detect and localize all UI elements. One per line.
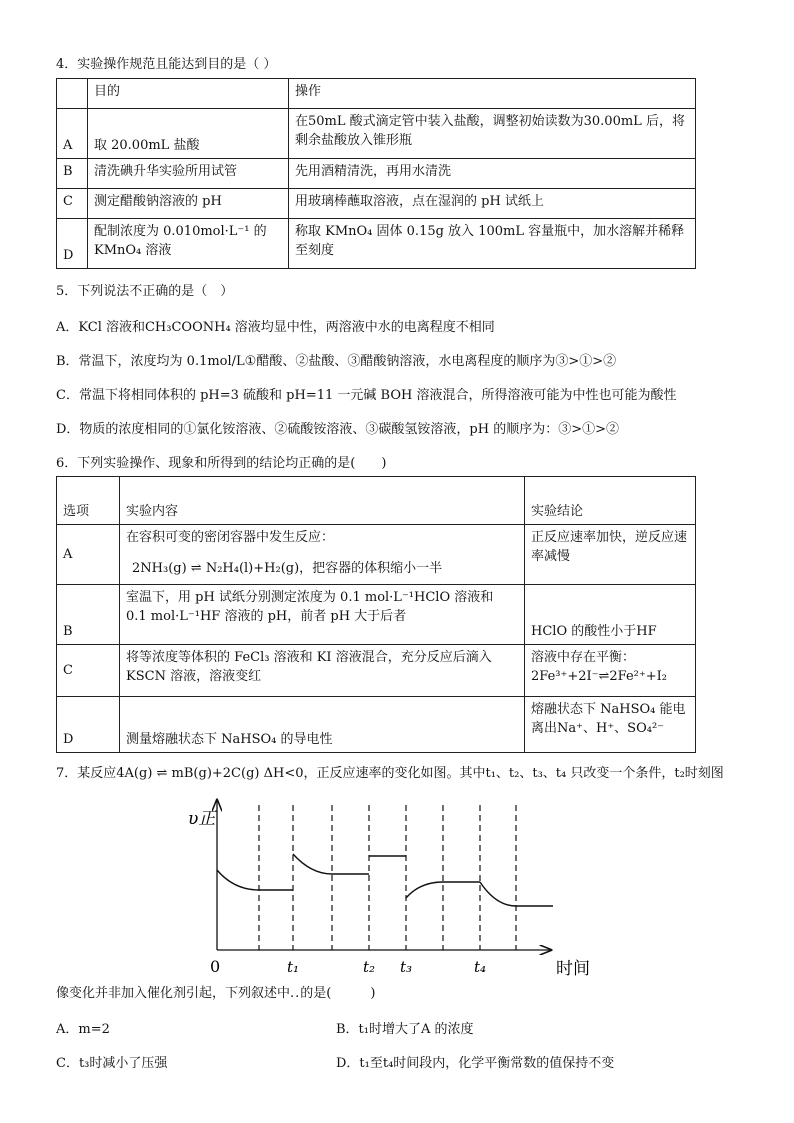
q7-stem-continued: 像变化并非加入催化剂引起，下列叙述中..的是( ) (56, 986, 376, 1001)
q7-option-b: B．t₁时增大了A 的浓度 (336, 1022, 474, 1037)
q4-header-op: 操作 (289, 79, 696, 109)
tick-t3: t₃ (400, 958, 413, 976)
q7-option-d: D．t₁至t₄时间段内，化学平衡常数的值保持不变 (336, 1056, 615, 1071)
tick-t2: t₂ (363, 958, 376, 976)
x-axis-label: 时间 (556, 959, 590, 979)
q4-table (56, 78, 696, 269)
emphasis-dots: .. (290, 986, 301, 1001)
q6-row-d: D 测量熔融状态下 NaHSO₄ 的导电性 熔融状态下 NaHSO₄ 能电离出Na⁺、H⁺、SO₄²⁻ (57, 697, 696, 753)
q4-row-a: A 取 20.00mL 盐酸 在50mL 酸式滴定管中装入盐酸，调整初始读数为30.00mL 后，将剩余盐酸放入锥形瓶 (57, 109, 696, 159)
origin-label: 0 (210, 957, 221, 976)
q6-row-c: C 将等浓度等体积的 FeCl₃ 溶液和 KI 溶液混合，充分反应后滴入 KSCN 溶液，溶液变红 溶液中存在平衡：2Fe³⁺+2I⁻⇌2Fe²⁺+I₂ (57, 645, 696, 697)
q6-row-b: B 室温下，用 pH 试纸分别测定浓度为 0.1 mol·L⁻¹HClO 溶液和 0.1 mol·L⁻¹HF 溶液的 pH，前者 pH 大于后者 HClO 的酸性小于HF (57, 585, 696, 645)
q4-row-b: B 清洗碘升华实验所用试管 先用酒精清洗，再用水清洗 (57, 159, 696, 189)
curve-seg-2 (293, 854, 369, 874)
q6-header-key: 选项 (57, 477, 120, 525)
q5-option-c: C．常温下将相同体积的 pH=3 硫酸和 pH=11 一元碱 BOH 溶液混合，所得溶液可能为中性也可能为酸性 (56, 388, 677, 403)
q6-header-content: 实验内容 (120, 477, 525, 525)
q6-header-conclusion: 实验结论 (525, 477, 696, 525)
q4-stem: 4．实验操作规范且能达到目的是（ ） (56, 57, 277, 72)
q6-table (56, 476, 696, 753)
q7-stem: 7．某反应4A(g) ⇌ mB(g)+2C(g) ΔH<0，正反应速率的变化如图。其中t₁、t₂、t₃、t₄ 只改变一个条件，t₂时刻图 (56, 766, 724, 781)
q4-row-c: C 测定醋酸钠溶液的 pH 用玻璃棒蘸取溶液，点在湿润的 pH 试纸上 (57, 189, 696, 219)
curve-seg-1 (217, 870, 293, 890)
q5-stem: 5．下列说法不正确的是（ ） (56, 284, 234, 299)
q5-option-d: D．物质的浓度相同的①氯化铵溶液、②硫酸铵溶液、③碳酸氢铵溶液，pH 的顺序为：③>①>② (56, 422, 619, 437)
q4-header-purpose: 目的 (88, 79, 289, 109)
q7-option-c: C．t₃时减小了压强 (56, 1056, 168, 1071)
q5-option-b: B．常温下，浓度均为 0.1mol/L①醋酸、②盐酸、③醋酸钠溶液，水电离程度的顺序为③>①>② (56, 354, 617, 369)
rate-time-graph (186, 790, 606, 980)
q7-option-a: A．m=2 (56, 1022, 110, 1037)
y-axis-label: υ正 (188, 809, 216, 829)
q5-option-a: A．KCl 溶液和CH₃COONH₄ 溶液均显中性，两溶液中水的电离程度不相同 (56, 320, 495, 335)
q6-stem: 6．下列实验操作、现象和所得到的结论均正确的是( ) (56, 456, 387, 471)
q4-row-d: D 配制浓度为 0.010mol·L⁻¹ 的 KMnO₄ 溶液 称取 KMnO₄ 固体 0.15g 放入 100mL 容量瓶中，加水溶解并稀释至刻度 (57, 219, 696, 269)
q6-row-a: A 在容积可变的密闭容器中发生反应： 2NH₃(g) ⇌ N₂H₄(l)+H₂(g)，把容器的体积缩小一半 正反应速率加快，逆反应速率减慢 (57, 525, 696, 585)
tick-t1: t₁ (287, 958, 300, 976)
tick-t4: t₄ (474, 958, 487, 976)
